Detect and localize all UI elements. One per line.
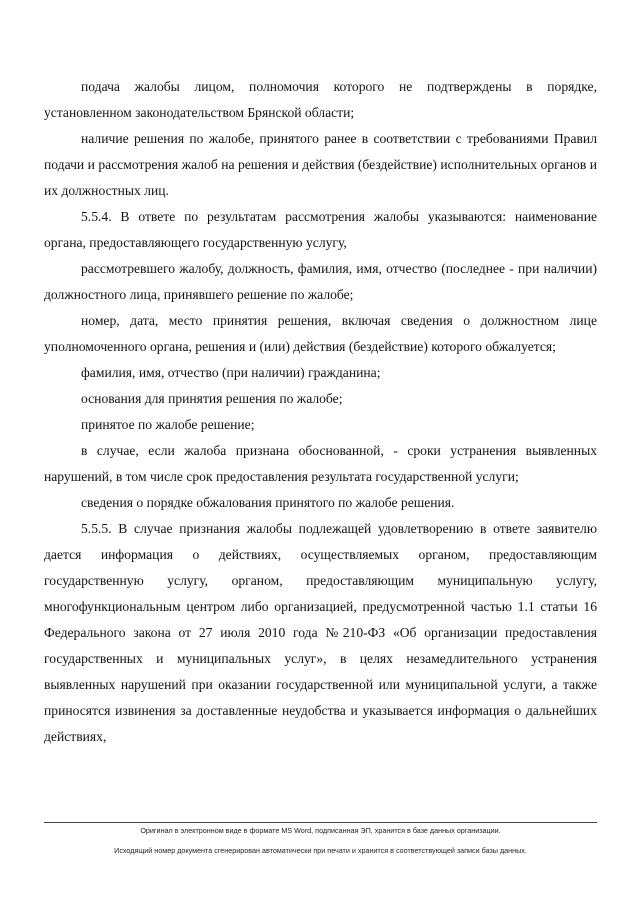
paragraph: в случае, если жалоба признана обоснованной, - сроки устранения выявленных нарушений, в том числе срок предоставления результата государственной услуги; [44,443,597,484]
footer-divider [44,822,597,823]
paragraph: подача жалобы лицом, полномочия которого не подтверждены в порядке, установленном законодательством Брянской области; [44,79,597,120]
paragraph: наличие решения по жалобе, принятого ранее в соответствии с требованиями Правил подачи и рассмотрения жалоб на решения и действия (бездействие) исполнительных органов и их должностных лиц. [44,131,597,198]
paragraph: фамилия, имя, отчество (при наличии) гражданина; [81,365,381,380]
paragraph: принятое по жалобе решение; [81,417,255,432]
footer-outgoing-number-note: Исходящий номер документа сгенерирован автоматически при печати и хранится в соответствующей записи базы данных. [114,846,527,855]
paragraph: рассмотревшего жалобу, должность, фамилия, имя, отчество (последнее - при наличии) должностного лица, принявшего решение по жалобе; [44,261,597,302]
paragraph: номер, дата, место принятия решения, включая сведения о должностном лице уполномоченного органа, решения и (или) действия (бездействие) которого обжалуется; [44,313,597,354]
paragraph: основания для принятия решения по жалобе; [81,391,343,406]
paragraph: 5.5.5. В случае признания жалобы подлежащей удовлетворению в ответе заявителю дается информация о действиях, осуществляемых органом, предоставляющим государственную услугу, органом, предоставляющим муниципальную услугу, многофункциональным центром либо организацией, предусмотренной частью 1.1 статьи 16 Федерального закона от 27 июля 2010 года №210-ФЗ «Об организации предоставления государственных и муниципальных услуг», в целях незамедлительного устранения выявленных нарушений при оказании государственной или муниципальной услуги, а также приносятся извинения за доставленные неудобства и указывается информация о дальнейших действиях, [44,521,597,744]
paragraph: сведения о порядке обжалования принятого по жалобе решения. [81,495,455,510]
footer-original-note: Оригинал в электронном виде в формате MS Word, подписанная ЭП, хранится в базе данных организации. [140,826,501,835]
paragraph: 5.5.4. В ответе по результатам рассмотрения жалобы указываются: наименование органа, предоставляющего государственную услугу, [44,209,597,250]
document-body [44,74,597,750]
